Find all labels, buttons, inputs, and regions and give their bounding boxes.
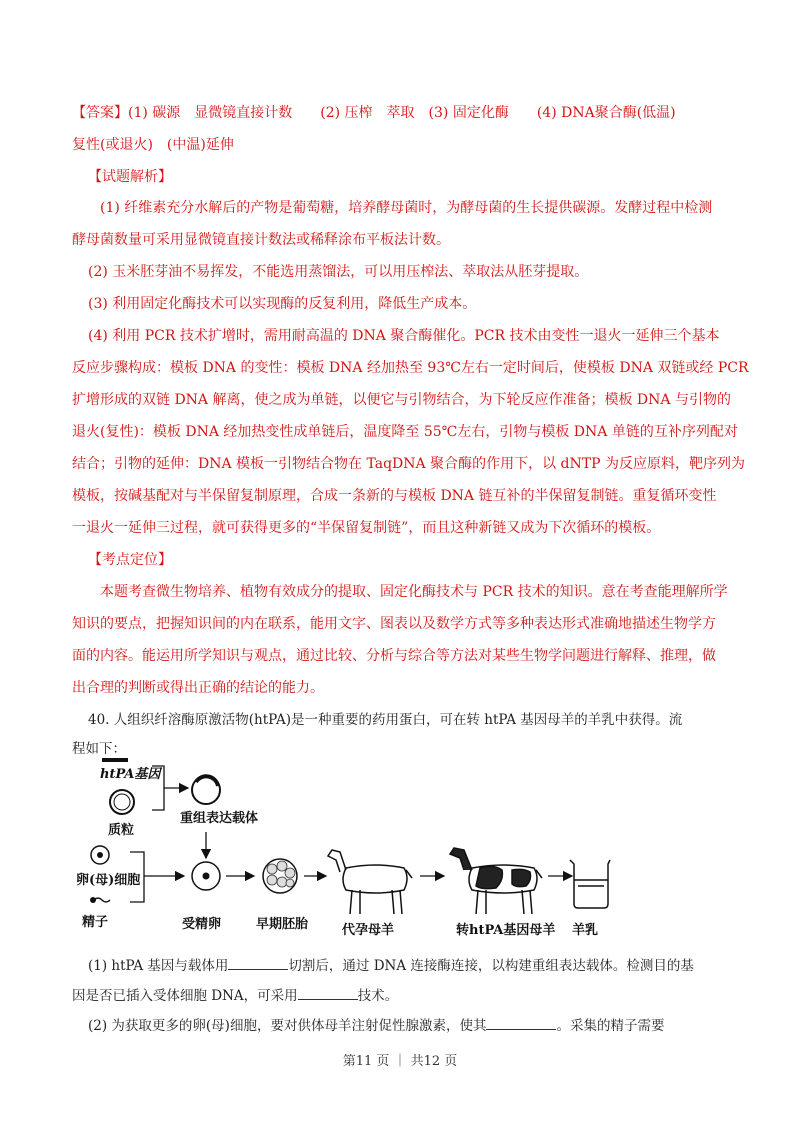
q1-blank-2[interactable]	[298, 985, 358, 1000]
gene-bar	[102, 758, 128, 762]
question-40-line-2: 程如下：	[72, 741, 126, 757]
label-fertilized: 受精卵	[182, 917, 222, 932]
flow-diagram	[60, 752, 750, 942]
q2-text-b: 。采集的精子需要	[556, 1018, 665, 1034]
question-40-line-1: 40. 人组织纤溶酶原激活物(htPA)是一种重要的药用蛋白，可在转 htPA 基因母羊的羊乳中获得。流	[88, 712, 683, 728]
analysis-line: (2) 玉米胚芽油不易挥发，不能选用蒸馏法，可以用压榨法、萃取法从胚芽提取。	[88, 264, 589, 280]
question-1-line-2	[72, 985, 398, 1006]
answer-line-2: 复性(或退火) (中温)延伸	[72, 137, 234, 153]
kaodian-line: 出合理的判断或得出正确的结论的能力。	[72, 680, 324, 696]
question-2-line-1	[88, 1015, 664, 1036]
analysis-line: 酵母菌数量可采用显微镜直接计数法或稀释涂布平板法计数。	[72, 232, 450, 248]
transgenic-goat-icon	[450, 848, 542, 914]
label-egg: 卵(母)细胞	[76, 873, 141, 888]
q2-text-a: (2) 为获取更多的卵(母)细胞，要对供体母羊注射促性腺激素，使其	[88, 1018, 487, 1034]
q1-text-d: 技术。	[357, 988, 399, 1004]
analysis-line: (3) 利用固定化酶技术可以实现酶的反复利用，降低生产成本。	[88, 296, 477, 312]
kaodian-label: 【考点定位】	[88, 552, 172, 568]
q1-text-c: 因是否已插入受体细胞 DNA，可采用	[72, 988, 298, 1004]
label-gene: htPA基因	[100, 767, 161, 782]
answer-text-1: (1) 碳源 显微镜直接计数 (2) 压榨 萃取 (3) 固定化酶 (4) DNA聚合酶(低温)	[128, 105, 676, 121]
q2-blank-1[interactable]	[486, 1015, 556, 1030]
milk-beaker-icon	[570, 860, 610, 908]
answer-line-1	[72, 103, 676, 123]
analysis-line: 结合；引物的延伸：DNA 模板一引物结合物在 TaqDNA 聚合酶的作用下，以 dNTP 为反应原料，靶序列为	[72, 456, 745, 472]
label-milk: 羊乳	[572, 923, 599, 938]
label-surrogate: 代孕母羊	[342, 923, 395, 938]
analysis-line: (4) 利用 PCR 技术扩增时，需用耐高温的 DNA 聚合酶催化。PCR 技术由变性一退火一延伸三个基本	[88, 328, 720, 344]
analysis-line: 扩增形成的双链 DNA 解离，使之成为单链，以便它与引物结合，为下轮反应作准备；模板 DNA 与引物的	[72, 392, 731, 408]
analysis-line: 反应步骤构成：模板 DNA 的变性：模板 DNA 经加热至 93℃左右一定时间后，使模板 DNA 双链或经 PCR	[72, 360, 749, 376]
kaodian-line: 面的内容。能运用所学知识与观点，通过比较、分析与综合等方法对某些生物学问题进行解释、推理，做	[72, 648, 716, 664]
q1-text-a: (1) htPA 基因与载体用	[88, 958, 229, 974]
label-transgenic: 转htPA基因母羊	[456, 923, 556, 938]
kaodian-line: 本题考查微生物培养、植物有效成分的提取、固定化酶技术与 PCR 技术的知识。意在考查能理解所学	[100, 584, 728, 600]
analysis-line: 一退火一延伸三过程，就可获得更多的“半保留复制链”，而且这种新链又成为下次循环的模板。	[72, 520, 661, 536]
q1-text-b: 切割后，通过 DNA 连接酶连接，以构建重组表达载体。检测目的基	[288, 958, 694, 974]
analysis-label: 【试题解析】	[88, 169, 172, 185]
label-vector: 重组表达载体	[180, 811, 259, 826]
embryo-icon	[263, 859, 297, 893]
page-footer: 第11 页 ｜ 共12 页	[342, 1054, 458, 1069]
question-1-line-1	[88, 955, 694, 976]
q1-blank-1[interactable]	[228, 955, 288, 970]
kaodian-line: 知识的要点，把握知识间的内在联系，能用文字、图表以及数学方式等多种表达形式准确地描述生物学方	[72, 616, 716, 632]
analysis-line: (1) 纤维素充分水解后的产物是葡萄糖，培养酵母菌时，为酵母菌的生长提供碳源。发酵过程中检测	[100, 200, 713, 216]
label-sperm: 精子	[82, 915, 109, 930]
label-embryo: 早期胚胎	[256, 917, 309, 932]
answer-label: 【答案】	[72, 105, 128, 121]
sperm-icon	[94, 898, 110, 902]
label-plasmid: 质粒	[108, 823, 135, 838]
surrogate-goat-icon	[328, 850, 412, 914]
analysis-line: 模板，按碱基配对与半保留复制原理，合成一条新的与模板 DNA 链互补的半保留复制链。重复循环变性	[72, 488, 717, 504]
analysis-line: 退火(复性)：模板 DNA 经加热变性成单链后，温度降至 55℃左右，引物与模板 DNA 单链的互补序列配对	[72, 424, 738, 440]
